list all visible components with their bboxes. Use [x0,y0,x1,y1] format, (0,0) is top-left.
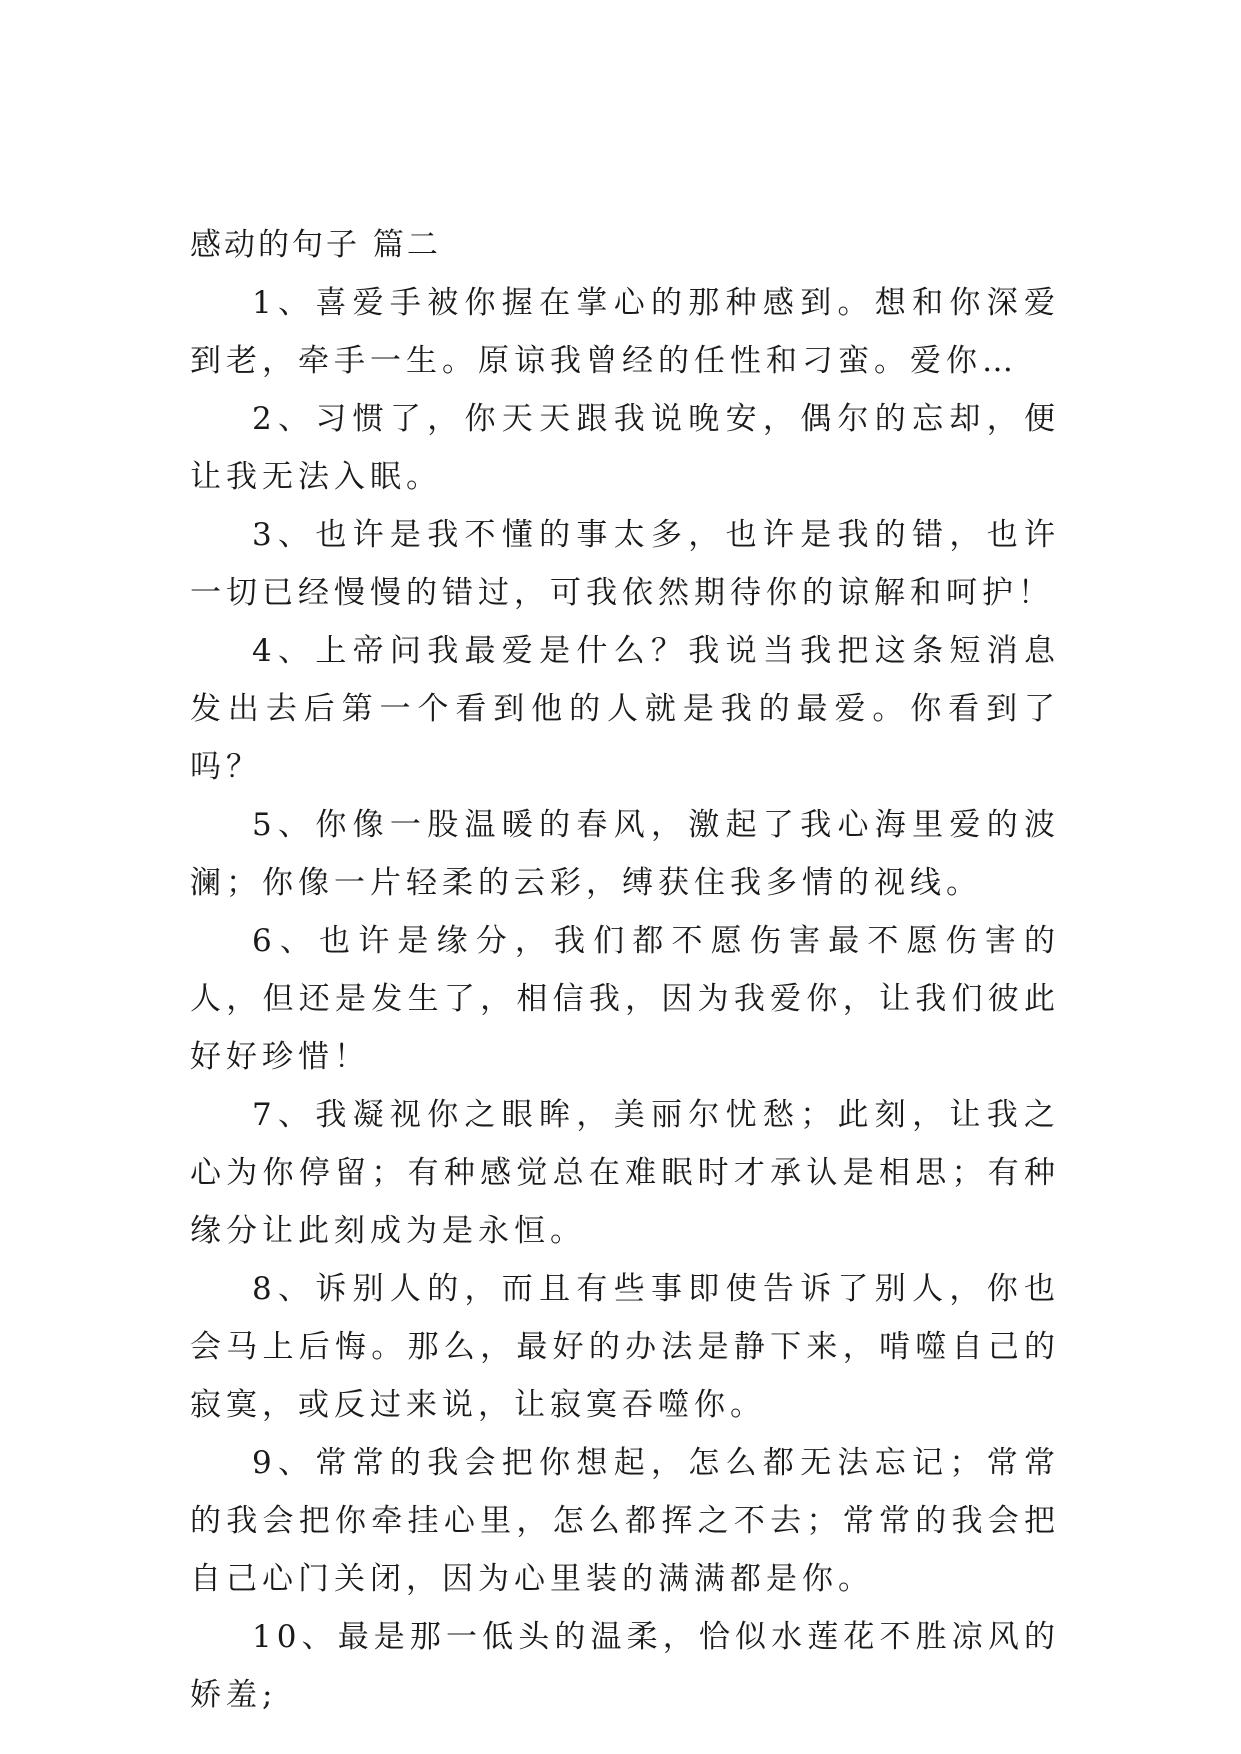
sentence-paragraph: 8、诉别人的，而且有些事即使告诉了别人，你也会马上后悔。那么，最好的办法是静下来，啃噬自己的寂寞，或反过来说，让寂寞吞噬你。 [190,1271,1060,1423]
sentence-paragraph: 10、最是那一低头的温柔，恰似水莲花不胜凉风的娇羞; [190,1619,1060,1713]
section-title: 感动的句子 篇二 [190,227,441,263]
sentence-paragraph: 6、也许是缘分，我们都不愿伤害最不愿伤害的人，但还是发生了，相信我，因为我爱你，让我们彼此好好珍惜！ [190,923,1060,1075]
sentence-paragraph: 2、习惯了，你天天跟我说晚安，偶尔的忘却，便让我无法入眠。 [190,401,1060,495]
document-body [190,216,1060,1724]
sentence-paragraph: 9、常常的我会把你想起，怎么都无法忘记；常常的我会把你牵挂心里，怎么都挥之不去；常常的我会把自己心门关闭，因为心里装的满满都是你。 [190,1445,1060,1597]
sentence-paragraph: 4、上帝问我最爱是什么？我说当我把这条短消息发出去后第一个看到他的人就是我的最爱。你看到了吗？ [190,633,1060,785]
sentence-paragraph: 3、也许是我不懂的事太多，也许是我的错，也许一切已经慢慢的错过，可我依然期待你的谅解和呵护！ [190,517,1060,611]
sentence-paragraph: 5、你像一股温暖的春风，激起了我心海里爱的波澜；你像一片轻柔的云彩，缚获住我多情的视线。 [190,807,1060,901]
sentence-paragraph: 1、喜爱手被你握在掌心的那种感到。想和你深爱到老，牵手一生。原谅我曾经的任性和刁蛮。爱你… [190,285,1060,379]
sentence-paragraph: 7、我凝视你之眼眸，美丽尔忧愁；此刻，让我之心为你停留；有种感觉总在难眠时才承认是相思；有种缘分让此刻成为是永恒。 [190,1097,1060,1249]
